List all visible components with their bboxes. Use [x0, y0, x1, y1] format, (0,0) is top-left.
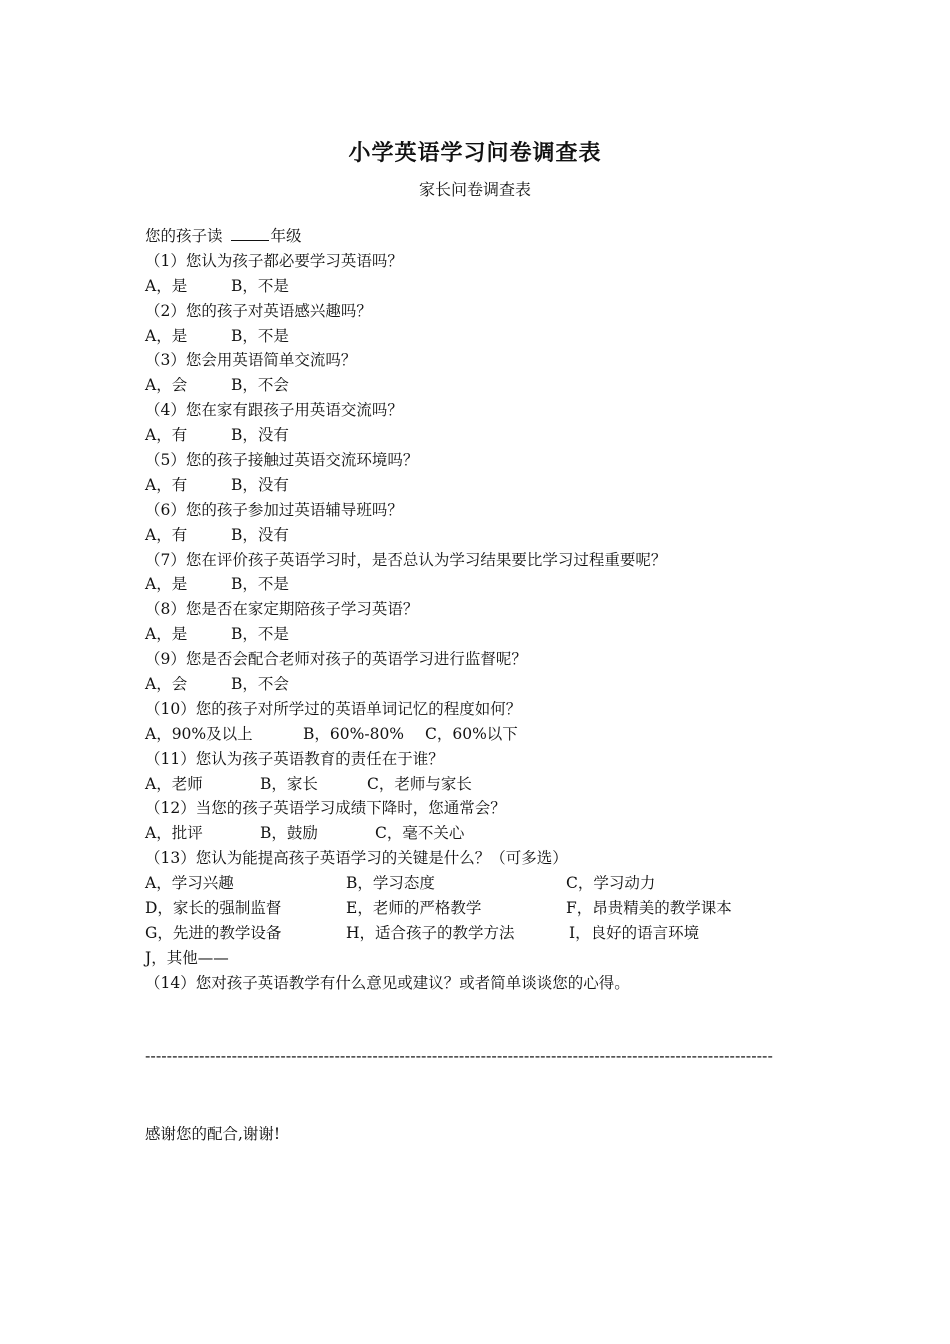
questionnaire-body [145, 224, 810, 996]
option[interactable]: I，良好的语言环境 [569, 923, 700, 942]
question-6: （6）您的孩子参加过英语辅导班吗？ [145, 500, 403, 519]
option[interactable]: E，老师的严格教学 [346, 899, 482, 918]
question-5: （5）您的孩子接触过英语交流环境吗？ [145, 451, 419, 470]
option[interactable]: B，不会 [231, 376, 289, 395]
option[interactable]: A，有 [145, 475, 188, 494]
thanks-note: 感谢您的配合,谢谢! [145, 1125, 281, 1143]
options-8 [145, 622, 810, 647]
question-2: （2）您的孩子对英语感兴趣吗？ [145, 301, 372, 320]
options-12 [145, 821, 810, 846]
options-9 [145, 672, 810, 697]
option[interactable]: D，家长的强制监督 [145, 899, 282, 918]
option[interactable]: A，批评 [145, 824, 203, 843]
grade-prefix: 您的孩子读 [145, 227, 223, 245]
grade-blank-field[interactable] [231, 225, 269, 241]
question-14: （14）您对孩子英语教学有什么意见或建议？或者简单谈谈您的心得。 [145, 973, 630, 992]
options-2 [145, 324, 810, 349]
option[interactable]: A，是 [145, 625, 188, 644]
grade-line [145, 224, 810, 249]
options-13-row-3 [145, 921, 810, 946]
options-13-row-4 [145, 946, 810, 971]
option[interactable]: B，没有 [231, 475, 289, 494]
option[interactable]: A，会 [145, 376, 188, 395]
grade-suffix: 年级 [270, 227, 302, 245]
question-3: （3）您会用英语简单交流吗？ [145, 351, 357, 370]
option[interactable]: C，学习动力 [566, 874, 656, 893]
option[interactable]: A，是 [145, 276, 188, 295]
option[interactable]: B，不是 [231, 575, 289, 594]
option[interactable]: A，会 [145, 675, 188, 694]
question-4: （4）您在家有跟孩子用英语交流吗？ [145, 401, 403, 420]
options-10 [145, 722, 810, 747]
option[interactable]: B，学习态度 [346, 874, 435, 893]
option[interactable]: B，不是 [231, 326, 289, 345]
option[interactable]: A，有 [145, 426, 188, 445]
options-13-row-1 [145, 871, 810, 896]
option[interactable]: B，没有 [231, 525, 289, 544]
options-3 [145, 373, 810, 398]
option[interactable]: B，不是 [231, 276, 289, 295]
option[interactable]: F，昂贵精美的教学课本 [566, 899, 732, 918]
option[interactable]: C，毫不关心 [375, 824, 465, 843]
options-1 [145, 274, 810, 299]
option[interactable]: C，老师与家长 [367, 774, 472, 793]
option[interactable]: A，学习兴趣 [145, 874, 234, 893]
option[interactable]: C，60%以下 [425, 724, 518, 743]
option[interactable]: A，是 [145, 326, 188, 345]
option[interactable]: B，没有 [231, 426, 289, 445]
question-9: （9）您是否会配合老师对孩子的英语学习进行监督呢？ [145, 650, 527, 669]
option[interactable]: B，鼓励 [260, 824, 318, 843]
question-10: （10）您的孩子对所学过的英语单词记忆的程度如何？ [145, 699, 522, 718]
option[interactable]: B，不会 [231, 675, 289, 694]
answer-dash-line[interactable]: -------------------------------------------------------------------------------------------------------------------- [145, 1047, 773, 1065]
options-6 [145, 523, 810, 548]
option[interactable]: H，适合孩子的教学方法 [346, 923, 515, 942]
options-7 [145, 572, 810, 597]
option[interactable]: G，先进的教学设备 [145, 923, 282, 942]
option[interactable]: A，有 [145, 525, 188, 544]
question-13: （13）您认为能提高孩子英语学习的关键是什么？（可多选） [145, 849, 568, 868]
option[interactable]: B，60%-80% [303, 724, 405, 743]
option[interactable]: B，家长 [260, 774, 318, 793]
document-subtitle: 家长问卷调查表 [418, 180, 531, 199]
question-8: （8）您是否在家定期陪孩子学习英语？ [145, 600, 419, 619]
option[interactable]: A，是 [145, 575, 188, 594]
option[interactable]: B，不是 [231, 625, 289, 644]
question-1: （1）您认为孩子都必要学习英语吗？ [145, 251, 403, 270]
document-title: 小学英语学习问卷调查表 [348, 140, 602, 166]
option[interactable]: A，90%及以上 [145, 724, 253, 743]
options-4 [145, 423, 810, 448]
question-11: （11）您认为孩子英语教育的责任在于谁？ [145, 749, 444, 768]
question-12: （12）当您的孩子英语学习成绩下降时，您通常会？ [145, 799, 506, 818]
options-5 [145, 473, 810, 498]
options-11 [145, 772, 810, 797]
option[interactable]: A，老师 [145, 774, 203, 793]
option[interactable]: J，其他—— [145, 948, 229, 967]
question-7: （7）您在评价孩子英语学习时，是否总认为学习结果要比学习过程重要呢？ [145, 550, 667, 569]
options-13-row-2 [145, 896, 810, 921]
